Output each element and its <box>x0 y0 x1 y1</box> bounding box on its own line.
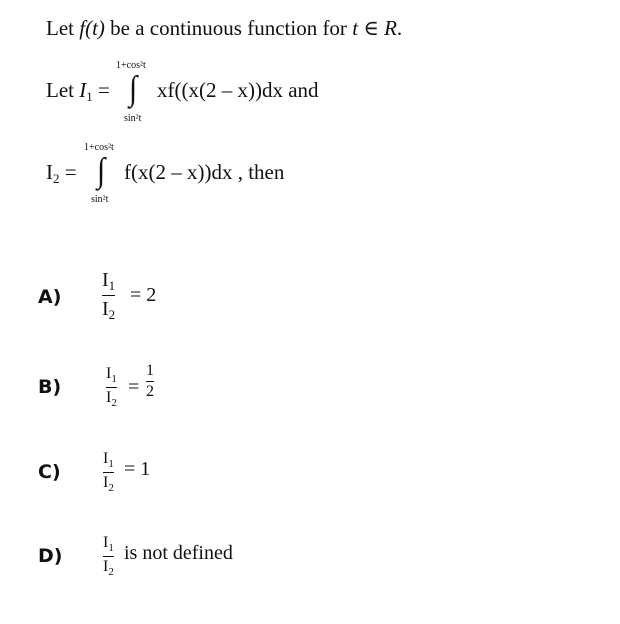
option-a-value: = 2 <box>130 284 157 306</box>
stem-text: be a continuous function for <box>104 16 353 40</box>
rhs-numerator: 1 <box>146 362 154 379</box>
denominator-subscript: 2 <box>108 307 116 322</box>
option-a-fraction <box>102 270 115 321</box>
stem-text: Let <box>46 78 80 102</box>
i2-lower-limit: sin²t <box>91 194 109 205</box>
integral-subscript: 1 <box>86 89 93 104</box>
set-name: R <box>384 16 397 40</box>
numerator-subscript: 1 <box>108 542 114 554</box>
i1-upper-limit: 1+cos²t <box>116 60 146 71</box>
i2-definition-lhs <box>46 160 77 187</box>
option-b-equals: = <box>128 376 140 398</box>
i1-lower-limit: sin²t <box>124 113 142 124</box>
integral-subscript: 2 <box>53 171 60 186</box>
numerator-subscript: 1 <box>111 373 117 385</box>
integral-name: I <box>46 160 53 184</box>
denominator-subscript: 2 <box>108 482 114 494</box>
option-d-label[interactable]: D) <box>38 545 63 567</box>
option-c-label[interactable]: C) <box>38 461 61 483</box>
variable: t <box>352 16 359 40</box>
numerator: I <box>103 534 109 551</box>
option-c-fraction <box>103 451 114 494</box>
option-d-fraction <box>103 535 114 578</box>
integral-sign: ∫ <box>97 151 106 190</box>
integral-sign: ∫ <box>129 69 138 108</box>
equals-sign: = <box>97 78 110 102</box>
denominator: I <box>103 558 109 575</box>
i1-integrand: xf((x(2 – x))dx and <box>157 78 319 102</box>
option-b-fraction <box>106 366 117 409</box>
option-a-label[interactable]: A) <box>38 286 62 308</box>
numerator: I <box>102 269 109 291</box>
numerator: I <box>103 450 109 467</box>
fraction-bar <box>103 556 114 557</box>
integral-name: I <box>79 78 87 102</box>
numerator-subscript: 1 <box>108 458 114 470</box>
option-b-label[interactable]: B) <box>38 376 62 398</box>
denominator: I <box>102 298 109 320</box>
i2-integrand: f(x(2 – x))dx , then <box>124 160 285 184</box>
question-stem-line <box>46 16 402 41</box>
fraction-bar <box>102 295 115 296</box>
i1-definition-lhs <box>46 78 110 105</box>
fraction-bar <box>103 472 114 473</box>
fraction-bar <box>146 381 154 382</box>
denominator-subscript: 2 <box>108 566 114 578</box>
function-name: f <box>79 16 86 40</box>
stem-text: Let <box>46 16 80 40</box>
i2-upper-limit: 1+cos²t <box>84 142 114 153</box>
numerator: I <box>106 365 112 382</box>
stem-text: . <box>396 16 403 40</box>
numerator-subscript: 1 <box>108 278 116 293</box>
option-c-value: = 1 <box>124 458 151 480</box>
option-d-value: is not defined <box>124 542 233 564</box>
function-arg: (t) <box>85 16 105 40</box>
option-b-rhs-fraction <box>146 363 154 400</box>
rhs-denominator: 2 <box>146 383 154 400</box>
element-of-symbol: ∈ <box>363 16 379 40</box>
denominator-subscript: 2 <box>111 397 117 409</box>
fraction-bar <box>106 387 117 388</box>
equals-sign: = <box>64 160 77 184</box>
denominator: I <box>103 474 109 491</box>
denominator: I <box>106 389 112 406</box>
